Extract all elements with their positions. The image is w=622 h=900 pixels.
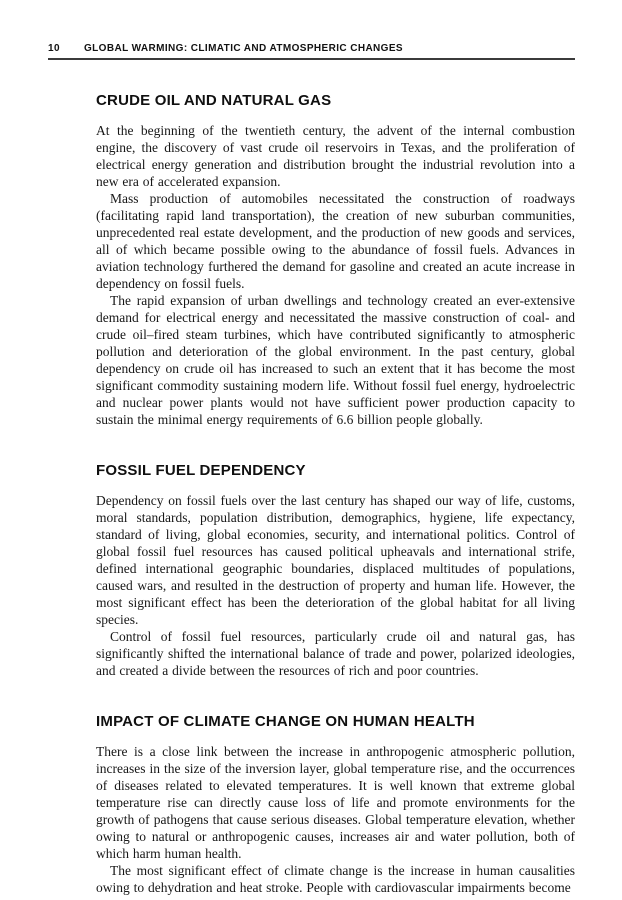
section-fossil-fuel-dependency	[96, 463, 575, 679]
section-impact-of-climate-change	[96, 714, 575, 896]
page-number: 10	[48, 43, 60, 54]
paragraph: The most significant effect of climate change is the increase in human causalities owing to dehydration and heat stroke. People with cardiovascular impairments become	[96, 863, 575, 895]
paragraph: The rapid expansion of urban dwellings and technology created an ever-extensive demand for electrical energy and necessitated the massive construction of coal- and crude oil–fired steam turbines, which have contributed significantly to atmospheric pollution and deterioration of the global environment. In the past century, global dependency on crude oil has increased to such an extent that it has become the most significant commodity sustaining modern life. Without fossil fuel energy, hydroelectric and nuclear power plants would not have sufficient power production capacity to sustain the minimal energy requirements of 6.6 billion people globally.	[96, 293, 575, 427]
section-heading: FOSSIL FUEL DEPENDENCY	[96, 462, 306, 479]
paragraph: Mass production of automobiles necessitated the construction of roadways (facilitating rapid land transportation), the creation of new suburban communities, unprecedented real estate development, and the production of new goods and services, all of which became possible owing to the abundance of fossil fuels. Advances in aviation technology furthered the demand for gasoline and created an acute increase in dependency on fossil fuels.	[96, 191, 575, 291]
page-body	[96, 58, 575, 896]
paragraph: At the beginning of the twentieth century, the advent of the internal combustion engine, the discovery of vast crude oil reservoirs in Texas, and the proliferation of electrical energy generation and distribution brought the industrial revolution into a new era of accelerated expansion.	[96, 123, 575, 189]
paragraph: Dependency on fossil fuels over the last century has shaped our way of life, customs, moral standards, population distribution, demographics, hygiene, life expectancy, standard of living, global economies, security, and international politics. Control of global fossil fuel resources has caused political upheavals and international strife, defined international geographic boundaries, displaced multitudes of populations, caused wars, and resulted in the destruction of property and human life. However, the most significant effect has been the deterioration of the global habitat for all living species.	[96, 493, 575, 627]
paragraph: Control of fossil fuel resources, particularly crude oil and natural gas, has significantly shifted the international balance of trade and power, polarized ideologies, and created a divide between the resources of rich and poor countries.	[96, 629, 575, 678]
section-heading: CRUDE OIL AND NATURAL GAS	[96, 92, 332, 109]
section-crude-oil-and-natural-gas	[96, 93, 575, 428]
paragraph: There is a close link between the increase in anthropogenic atmospheric pollution, increases in the size of the inversion layer, global temperature rise, and the occurrences of diseases related to elevated temperatures. It is well known that extreme global temperature rise can directly cause loss of life and promote environments for the growth of pathogens that cause serious diseases. Global temperature elevation, whether owing to natural or anthropogenic causes, increases air and water pollution, both of which harm human health.	[96, 744, 575, 861]
running-title: GLOBAL WARMING: CLIMATIC AND ATMOSPHERIC CHANGES	[84, 43, 403, 54]
section-heading: IMPACT OF CLIMATE CHANGE ON HUMAN HEALTH	[96, 713, 475, 730]
